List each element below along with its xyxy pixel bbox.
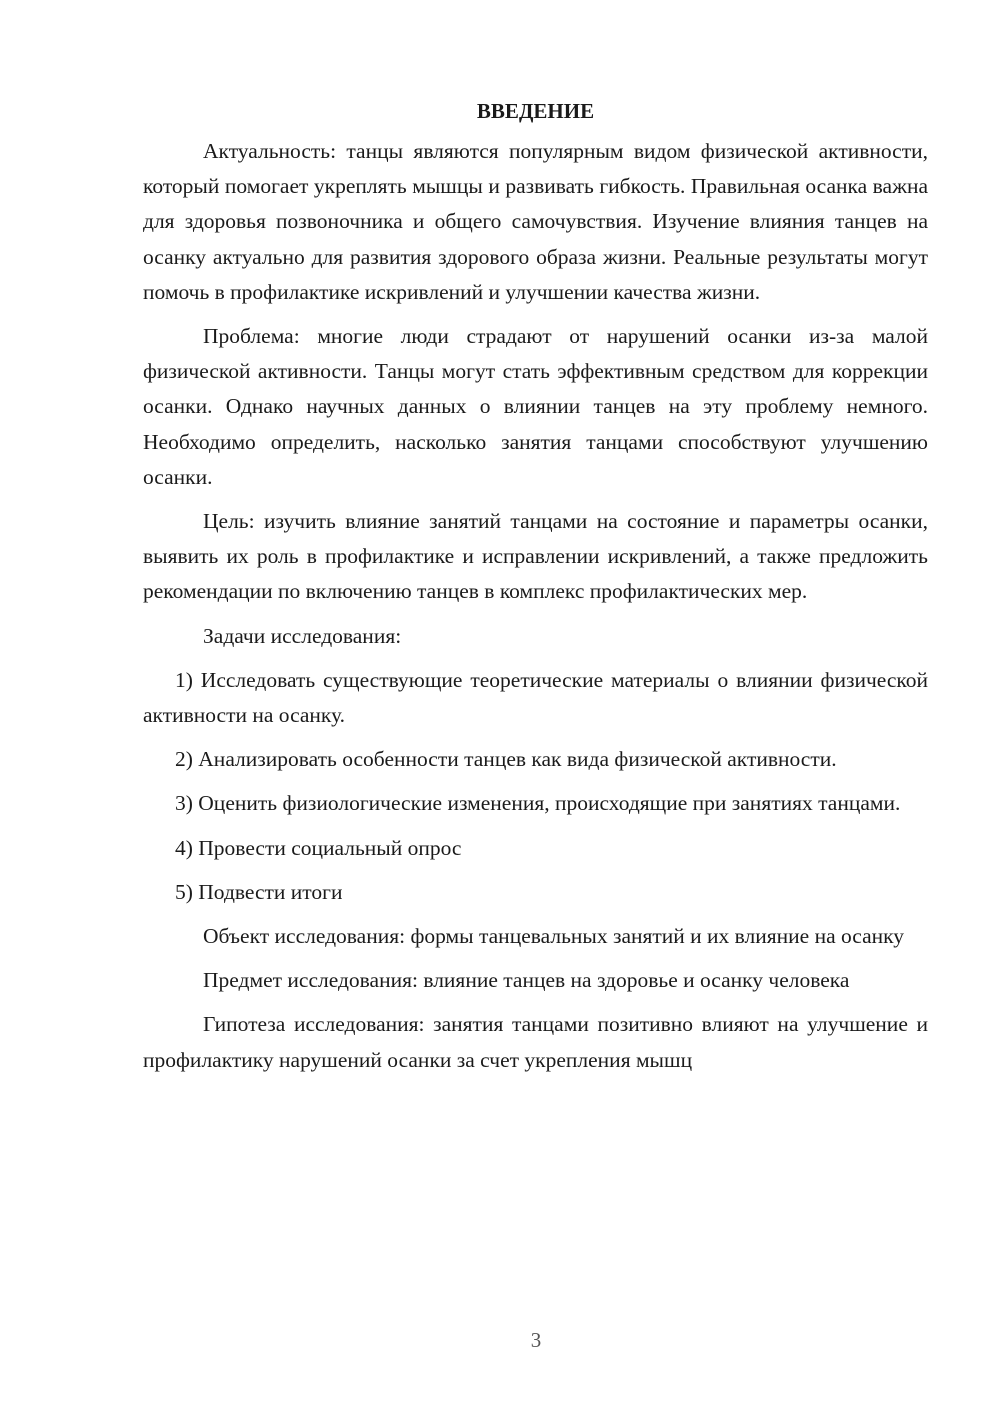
paragraph-object: Объект исследования: формы танцевальных занятий и их влияние на осанку xyxy=(203,924,905,949)
paragraph-subject: Предмет исследования: влияние танцев на здоровье и осанку человека xyxy=(203,968,850,993)
task-item: 1) Исследовать существующие теоретические материалы о влиянии физической активности на осанку. xyxy=(143,667,928,728)
paragraph-goal: Цель: изучить влияние занятий танцами на состояние и параметры осанки, выявить их роль в профилактике и исправлении искривлений, а также предложить рекомендации по включению танцев в комплекс профилактических мер. xyxy=(143,509,928,604)
paragraph-relevance: Актуальность: танцы являются популярным видом физической активности, который помогает укреплять мышцы и развивать гибкость. Правильная осанка важна для здоровья позвоночника и общего самочувствия. Изучение влияния танцев на осанку актуально для развития здорового образа жизни. Реальные результаты могут помочь в профилактике искривлений и улучшении качества жизни. xyxy=(143,139,928,304)
paragraph-hypothesis: Гипотеза исследования: занятия танцами позитивно влияют на улучшение и профилактику нарушений осанки за счет укрепления мышц xyxy=(143,1012,928,1072)
task-item: 4) Провести социальный опрос xyxy=(175,835,462,860)
page-number: 3 xyxy=(530,1328,542,1352)
section-title: ВВЕДЕНИЕ xyxy=(476,99,595,123)
task-item: 2) Анализировать особенности танцев как вида физической активности. xyxy=(175,747,837,772)
document-page xyxy=(143,96,928,1087)
task-item: 3) Оценить физиологические изменения, происходящие при занятиях танцами. xyxy=(175,791,901,816)
task-item: 5) Подвести итоги xyxy=(175,879,343,904)
paragraph-problem: Проблема: многие люди страдают от нарушений осанки из-за малой физической активности. Танцы могут стать эффективным средством для коррекции осанки. Однако научных данных о влиянии танцев на эту проблему немного. Необходимо определить, насколько занятия танцами способствуют улучшению осанки. xyxy=(143,324,928,489)
paragraph-tasks-heading: Задачи исследования: xyxy=(203,623,402,648)
